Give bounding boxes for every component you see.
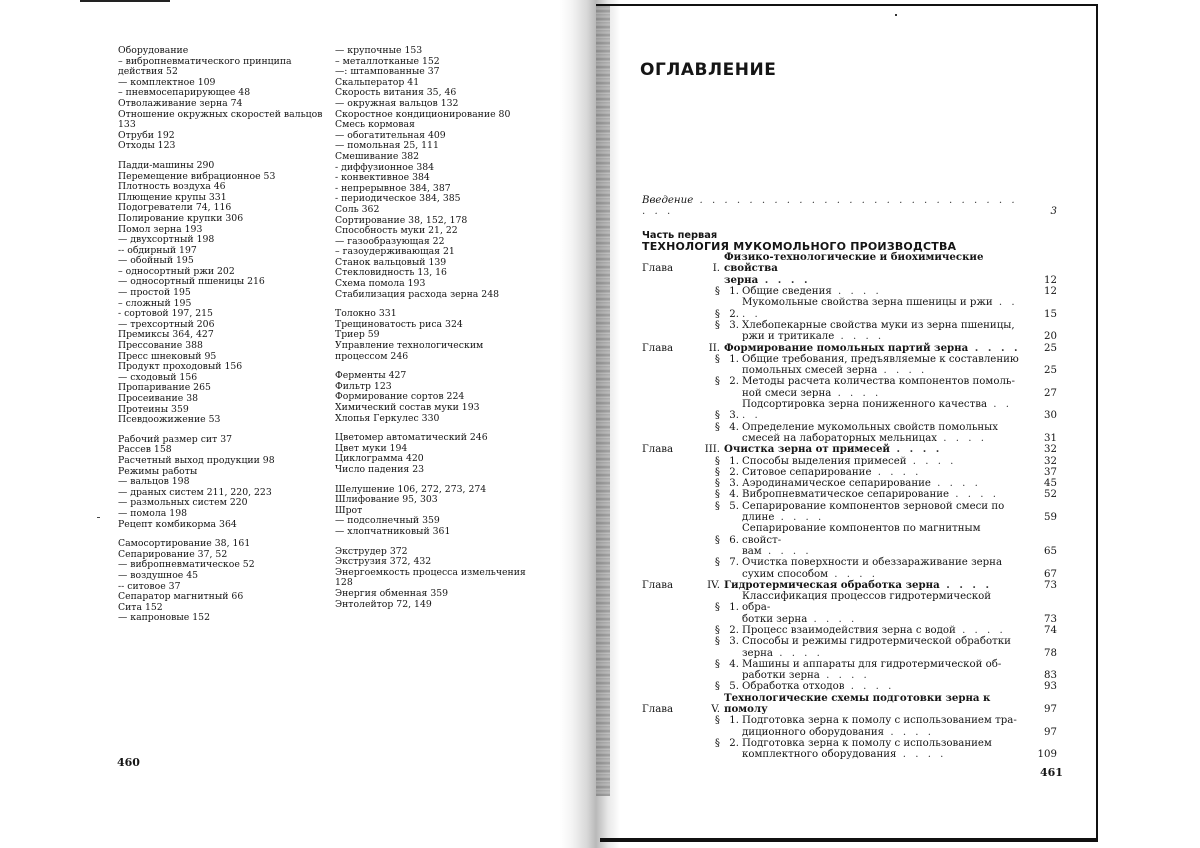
toc-section-mark: § bbox=[714, 308, 720, 320]
index-entry: Шелушение 106, 272, 273, 274 bbox=[335, 483, 487, 495]
toc-section-mark: § bbox=[714, 658, 720, 670]
index-entry: — газообразующая 22 bbox=[335, 235, 445, 247]
toc-intro-page: 3 bbox=[1050, 206, 1057, 218]
toc-entry-text: Очистка зерна от примесей . . . . bbox=[724, 443, 943, 456]
toc-page-number: 97 bbox=[1044, 704, 1057, 716]
toc-leader-dots: . . . . bbox=[939, 578, 993, 591]
toc-chapter-row bbox=[642, 693, 1057, 716]
toc-page-number: 25 bbox=[1044, 342, 1057, 354]
toc-section-row bbox=[642, 489, 1057, 500]
index-entry: Стекловидность 13, 16 bbox=[335, 267, 447, 279]
index-entry: Соль 362 bbox=[335, 203, 380, 215]
toc-leader-dots: . . . . bbox=[828, 568, 878, 580]
toc-section-row bbox=[642, 636, 1057, 647]
toc-section-number: 5. bbox=[729, 681, 739, 693]
index-entry: Хлопья Геркулес 330 bbox=[335, 412, 440, 424]
index-entry: Скальператор 41 bbox=[335, 76, 420, 88]
toc-section-mark: II. bbox=[708, 342, 720, 354]
toc-section-mark: § bbox=[714, 421, 720, 433]
toc-section-row bbox=[642, 478, 1057, 489]
index-entry: Ферменты 427 bbox=[335, 370, 407, 382]
right-page-border-side bbox=[1096, 4, 1098, 842]
toc-section-row bbox=[642, 670, 1057, 681]
toc-section-row bbox=[642, 523, 1057, 546]
toc-entry-text: Мукомольные свойства зерна пшеницы и ржи . . . . bbox=[742, 297, 1018, 320]
toc-section-mark: § bbox=[714, 737, 720, 749]
part-label: Часть первая bbox=[642, 229, 718, 241]
index-entry: Подогреватели 74, 116 bbox=[118, 202, 232, 214]
index-entry: Энтолейтор 72, 149 bbox=[335, 598, 432, 610]
toc-entry-text: Классификация процессов гидротермической обра- bbox=[742, 591, 992, 614]
toc-section-row bbox=[642, 297, 1057, 320]
toc-entry-text: Способы выделения примесей . . . . bbox=[742, 455, 957, 467]
toc-page-number: 45 bbox=[1044, 478, 1057, 490]
index-entry: Триер 59 bbox=[335, 329, 380, 341]
index-entry: Химический состав муки 193 bbox=[335, 402, 480, 413]
toc-section-number: 4. bbox=[729, 489, 739, 501]
toc-section-number: 1. bbox=[729, 353, 739, 365]
toc-page-number: 12 bbox=[1044, 274, 1057, 286]
right-page-border-top bbox=[596, 4, 1098, 6]
index-entry: — драных систем 211, 220, 223 bbox=[118, 486, 272, 498]
toc-section-mark: I. bbox=[712, 263, 720, 275]
toc-leader-dots: . . . . bbox=[968, 341, 1021, 354]
toc-entry-text: Сепарирование компонентов по магнитным свойст- bbox=[742, 523, 981, 546]
toc-entry-text: Хлебопекарные свойства муки из зерна пшеницы, bbox=[742, 319, 1015, 331]
toc-section-row bbox=[642, 591, 1057, 614]
index-entry: Шрот bbox=[335, 504, 363, 516]
index-entry: – газоудерживающая 21 bbox=[335, 246, 455, 258]
toc-section-number: 2. bbox=[729, 376, 739, 388]
index-entry: Прессование 388 bbox=[118, 340, 203, 352]
toc-section-number: 3. bbox=[729, 410, 739, 422]
index-entry: Стабилизация расхода зерна 248 bbox=[335, 288, 500, 300]
index-entry: Смесь кормовая bbox=[335, 119, 415, 131]
index-entry: Схема помола 193 bbox=[335, 278, 426, 290]
toc-entry-text: сухим способом . . . . bbox=[742, 568, 878, 580]
toc-title: ОГЛАВЛЕНИЕ bbox=[640, 60, 777, 80]
toc-section-mark: V. bbox=[711, 704, 720, 716]
toc-section-mark: III. bbox=[704, 444, 720, 456]
index-entry: Протеины 359 bbox=[118, 403, 189, 415]
toc-section-number: 3. bbox=[729, 478, 739, 490]
toc-page-number: 32 bbox=[1044, 444, 1057, 456]
toc-entry-text: Методы расчета количества компонентов помоль- bbox=[742, 376, 1015, 388]
toc-section-number: 3. bbox=[729, 636, 739, 648]
index-entry: Премиксы 364, 427 bbox=[118, 329, 214, 341]
toc-leader-dots: . . . . bbox=[844, 681, 895, 693]
toc-page-number: 25 bbox=[1044, 365, 1057, 377]
index-entry: – пневмосепарирующее 48 bbox=[118, 87, 251, 99]
index-entry: Фильтр 123 bbox=[335, 380, 392, 392]
toc-label: Глава bbox=[642, 704, 674, 716]
toc-leader-dots: . . . . bbox=[831, 387, 882, 399]
toc-entry-text: Подсортировка зерна пониженного качества . . . . bbox=[742, 399, 1013, 422]
toc-entry-text: Ситовое сепарирование . . . . bbox=[742, 466, 922, 478]
toc-page-number: 97 bbox=[1044, 726, 1057, 738]
toc-entry-text: работки зерна . . . . bbox=[742, 670, 870, 682]
toc-leader-dots: . . . . bbox=[955, 624, 1006, 636]
index-entry: Оборудование bbox=[118, 45, 189, 56]
index-entry: Цвет муки 194 bbox=[335, 442, 408, 454]
toc-entry-text: ботки зерна . . . . bbox=[742, 613, 858, 625]
toc-chapter-row bbox=[642, 343, 1057, 354]
toc-label: Глава bbox=[642, 579, 674, 591]
toc-page-number: 78 bbox=[1044, 647, 1057, 659]
toc-intro-row bbox=[642, 195, 1057, 218]
index-entry: -- обдирный 197 bbox=[118, 244, 197, 256]
left-page-number: 460 bbox=[117, 756, 140, 769]
index-entry: Пропаривание 265 bbox=[118, 382, 211, 394]
index-entry: Рассев 158 bbox=[118, 444, 172, 456]
toc-section-number: 3. bbox=[729, 319, 739, 331]
toc-entry-text: Гидротермическая обработка зерна . . . . bbox=[724, 578, 993, 591]
toc-entry-text: Физико-технологические и биохимические свойства bbox=[724, 251, 984, 275]
toc-page-number: 15 bbox=[1044, 308, 1057, 320]
toc-section-mark: § bbox=[714, 500, 720, 512]
index-entry: Помол зерна 193 bbox=[118, 223, 203, 235]
index-entry: — крупочные 153 bbox=[335, 45, 423, 56]
toc-leader-dots: . . . . bbox=[930, 478, 981, 490]
toc-leader-dots: . . . . bbox=[906, 455, 957, 467]
toc-page-number: 37 bbox=[1044, 466, 1057, 478]
toc-section-mark: IV. bbox=[707, 579, 720, 591]
index-entry: - конвективное 384 bbox=[335, 172, 430, 184]
toc-leader-dots: . . . . bbox=[831, 286, 882, 298]
index-entry: Шлифование 95, 303 bbox=[335, 494, 438, 506]
toc-entry-text: Способы и режимы гидротермической обработки bbox=[742, 636, 1011, 648]
book-gutter bbox=[560, 0, 620, 848]
toc-section-mark: § bbox=[714, 319, 720, 331]
index-entry: — простой 195 bbox=[118, 287, 191, 299]
toc-section-row bbox=[642, 546, 1057, 557]
index-entry: Толокно 331 bbox=[335, 308, 397, 320]
toc-leader-dots: . . . . bbox=[877, 365, 928, 377]
index-entry: — трехсортный 206 bbox=[118, 318, 215, 330]
toc-section-row bbox=[642, 320, 1057, 331]
toc-entry-text: Общие сведения . . . . bbox=[742, 286, 882, 298]
toc-entry-text: длине . . . . bbox=[742, 512, 825, 524]
right-page-border-bottom bbox=[600, 838, 1098, 842]
toc-section-row bbox=[642, 501, 1057, 512]
index-entry: Отволаживание зерна 74 bbox=[118, 97, 243, 109]
toc-page-number: 65 bbox=[1044, 545, 1057, 557]
toc-section-row bbox=[642, 749, 1057, 760]
index-entry: - диффузионное 384 bbox=[335, 161, 435, 173]
toc-entry-text: диционного оборудования . . . . bbox=[742, 726, 935, 738]
toc-section-row bbox=[642, 738, 1057, 749]
toc-page-number: 83 bbox=[1044, 670, 1057, 682]
toc-page-number: 59 bbox=[1044, 512, 1057, 524]
index-entry: Формирование сортов 224 bbox=[335, 391, 465, 403]
toc-page-number: 27 bbox=[1044, 387, 1057, 399]
speck bbox=[97, 517, 100, 518]
toc-leader-dots: . . . . bbox=[761, 545, 812, 557]
toc-section-mark: § bbox=[714, 466, 720, 478]
toc-entry-text: комплектного оборудования . . . . bbox=[742, 749, 947, 761]
toc-section-number: 1. bbox=[729, 455, 739, 467]
index-entry: – вибропневматического принципа действия 52 bbox=[118, 55, 292, 78]
index-entry: Плющение крупы 331 bbox=[118, 191, 227, 203]
index-entry: Сортирование 38, 152, 178 bbox=[335, 214, 468, 226]
speck bbox=[895, 14, 897, 16]
index-entry: Падди-машины 290 bbox=[118, 159, 215, 171]
toc-entries bbox=[642, 252, 1057, 760]
toc-page-number: 30 bbox=[1044, 410, 1057, 422]
toc-label: Глава bbox=[642, 263, 674, 275]
toc-section-number: 2. bbox=[729, 466, 739, 478]
toc-leader-dots: . . . . bbox=[774, 512, 825, 524]
index-entry: - непрерывное 384, 387 bbox=[335, 182, 451, 194]
index-entry: — односортный пшеницы 216 bbox=[118, 276, 265, 288]
toc-entry-text: ржи и тритикале . . . . bbox=[742, 331, 885, 343]
index-entry: Цветомер автоматический 246 bbox=[335, 432, 488, 444]
toc-section-row bbox=[642, 659, 1057, 670]
toc-section-number: 4. bbox=[729, 658, 739, 670]
toc-section-row bbox=[642, 388, 1057, 399]
toc-entry-text: Формирование помольных партий зерна . . . . bbox=[724, 341, 1021, 354]
index-entry: - сортовой 197, 215 bbox=[118, 308, 213, 320]
toc-entry-text: помольных смесей зерна . . . . bbox=[742, 365, 928, 377]
toc-intro-text: Введение . . . . . . . . . . . . . . . . . . . . . . . . . . . . . bbox=[642, 195, 1018, 218]
toc-section-mark: § bbox=[714, 353, 720, 365]
toc-section-row bbox=[642, 614, 1057, 625]
index-entry: Перемещение вибрационное 53 bbox=[118, 170, 276, 182]
toc-page-number: 12 bbox=[1044, 286, 1057, 298]
index-entry: Рабочий размер сит 37 bbox=[118, 433, 233, 445]
index-entry: Режимы работы bbox=[118, 465, 198, 477]
toc-label: Глава bbox=[642, 342, 674, 354]
toc-section-mark: § bbox=[714, 534, 720, 546]
page-edge-shadow bbox=[596, 6, 610, 796]
index-entry: Смешивание 382 bbox=[335, 150, 420, 162]
toc-page-number: 93 bbox=[1044, 681, 1057, 693]
toc-section-mark: § bbox=[714, 286, 720, 298]
toc-entry-text: Сепарирование компонентов зерновой смеси по bbox=[742, 500, 1005, 512]
index-column-1 bbox=[118, 46, 323, 624]
index-entry: — окружная вальцов 132 bbox=[335, 97, 459, 109]
toc-section-row bbox=[642, 727, 1057, 738]
toc-chapter-row bbox=[642, 444, 1057, 455]
toc-entry-text: смесей на лабораторных мельницах . . . . bbox=[742, 432, 987, 444]
toc-section-row bbox=[642, 365, 1057, 376]
toc-page-number: 20 bbox=[1044, 331, 1057, 343]
toc-leader-dots: . . . . bbox=[949, 489, 999, 501]
toc-entry-text: зерна . . . . bbox=[742, 647, 823, 659]
index-entry: Расчетный выход продукции 98 bbox=[118, 454, 275, 466]
index-entry: -- ситовое 37 bbox=[118, 580, 181, 592]
toc-entry-text: Обработка отходов . . . . bbox=[742, 681, 895, 693]
toc-section-number: 1. bbox=[729, 715, 739, 727]
toc-leader-dots: . . . . bbox=[896, 749, 947, 761]
toc-chapter-row bbox=[642, 275, 1057, 286]
index-entry: — обогатительная 409 bbox=[335, 129, 446, 141]
toc-page-number: 73 bbox=[1044, 613, 1057, 625]
toc-section-mark: § bbox=[714, 455, 720, 467]
index-entry: — вальцов 198 bbox=[118, 476, 190, 488]
index-entry: Плотность воздуха 46 bbox=[118, 181, 226, 193]
toc-section-row bbox=[642, 376, 1057, 387]
index-entry: Экструзия 372, 432 bbox=[335, 556, 432, 568]
toc-leader-dots: . . . . bbox=[937, 432, 987, 444]
toc-leader-dots: . . . . bbox=[889, 443, 943, 456]
index-entry: Просеивание 38 bbox=[118, 393, 199, 404]
toc-entry-text: Подготовка зерна к помолу с использованием тра- bbox=[742, 715, 1017, 727]
toc-page-number: 74 bbox=[1044, 624, 1057, 636]
index-entry: Экструдер 372 bbox=[335, 545, 408, 557]
index-entry: Псевдоожижение 53 bbox=[118, 414, 221, 426]
index-entry: —: штампованные 37 bbox=[335, 66, 440, 78]
index-entry: Сепарирование 37, 52 bbox=[118, 548, 228, 560]
toc-page-number: 67 bbox=[1044, 568, 1057, 580]
toc-section-row bbox=[642, 467, 1057, 478]
index-entry: — двухсортный 198 bbox=[118, 234, 215, 246]
toc-leader-dots: . . . . bbox=[871, 466, 922, 478]
toc-entry-text: зерна . . . . bbox=[724, 273, 811, 286]
toc-section-number: 1. bbox=[729, 602, 739, 614]
toc-section-number: 2. bbox=[729, 624, 739, 636]
toc-section-number: 2. bbox=[729, 308, 739, 320]
index-entry: — капроновые 152 bbox=[118, 612, 210, 624]
index-entry: – металлотканые 152 bbox=[335, 55, 440, 67]
index-column-2 bbox=[335, 46, 535, 610]
toc-entry-text: Общие требования, предъявляемые к составлению bbox=[742, 353, 1019, 365]
toc-section-row bbox=[642, 456, 1057, 467]
toc-section-row bbox=[642, 512, 1057, 523]
toc-page-number: 52 bbox=[1044, 489, 1057, 501]
index-entry: — помольная 25, 111 bbox=[335, 140, 439, 152]
toc-section-row bbox=[642, 286, 1057, 297]
toc-entry-text: Процесс взаимодействия зерна с водой . . . . bbox=[742, 624, 1006, 636]
index-entry: — воздушное 45 bbox=[118, 569, 199, 581]
toc-entry-text: Аэродинамическое сепарирование . . . . bbox=[742, 478, 981, 490]
toc-section-number: 5. bbox=[729, 500, 739, 512]
toc-section-row bbox=[642, 422, 1057, 433]
index-entry: Трещиноватость риса 324 bbox=[335, 318, 463, 330]
index-entry: — комплектное 109 bbox=[118, 76, 216, 88]
toc-section-mark: § bbox=[714, 376, 720, 388]
toc-entry-text: Вибропневматическое сепарирование . . . . bbox=[742, 489, 999, 501]
toc-chapter-row bbox=[642, 580, 1057, 591]
index-entry: Отруби 192 bbox=[118, 129, 175, 141]
toc-section-mark: § bbox=[714, 636, 720, 648]
toc-leader-dots: . . . . bbox=[742, 399, 1013, 422]
index-entry: – сложный 195 bbox=[118, 297, 192, 309]
toc-leader-dots: . . . . bbox=[742, 297, 1018, 320]
index-entry: Сепаратор магнитный 66 bbox=[118, 591, 244, 603]
toc-entry-text: Определение мукомольных свойств помольных bbox=[742, 421, 999, 433]
toc-entry-text: Технологические схемы подготовки зерна к помолу bbox=[724, 691, 991, 716]
index-entry: Циклограмма 420 bbox=[335, 453, 424, 465]
index-entry: Способность муки 21, 22 bbox=[335, 225, 458, 237]
part-title: ТЕХНОЛОГИЯ МУКОМОЛЬНОГО ПРОИЗВОДСТВА bbox=[642, 239, 957, 253]
toc-page-number: 73 bbox=[1044, 579, 1057, 591]
index-entry: — вибропневматическое 52 bbox=[118, 559, 255, 571]
toc-section-mark: § bbox=[714, 681, 720, 693]
toc-leader-dots: . . . . bbox=[884, 726, 935, 738]
toc-section-row bbox=[642, 715, 1057, 726]
toc-page-number: 32 bbox=[1044, 455, 1057, 467]
toc-section-mark: § bbox=[714, 624, 720, 636]
index-entry: Рецепт комбикорма 364 bbox=[118, 518, 237, 530]
index-entry: Сита 152 bbox=[118, 601, 163, 613]
toc-section-number: 4. bbox=[729, 421, 739, 433]
toc-section-number: 6. bbox=[729, 534, 739, 546]
index-entry: — хлопчатниковый 361 bbox=[335, 525, 451, 537]
index-entry: — обойный 195 bbox=[118, 255, 194, 267]
toc-section-row bbox=[642, 399, 1057, 422]
index-entry: Скорость витания 35, 46 bbox=[335, 87, 457, 99]
toc-label: Глава bbox=[642, 444, 674, 456]
index-entry: Самосортирование 38, 161 bbox=[118, 538, 251, 550]
toc-chapter-row bbox=[642, 252, 1057, 275]
index-entry: - периодическое 384, 385 bbox=[335, 193, 461, 205]
index-entry: Управление технологическим процессом 246 bbox=[335, 340, 484, 362]
toc-page-number: 109 bbox=[1037, 749, 1057, 761]
index-entry: — подсолнечный 359 bbox=[335, 515, 440, 527]
toc-leader-dots: . . . . bbox=[758, 273, 811, 286]
toc-leader-dots: . . . . bbox=[834, 331, 885, 343]
toc-section-mark: § bbox=[714, 478, 720, 490]
toc-entry-text: Подготовка зерна к помолу с использованием bbox=[742, 737, 992, 749]
toc-section-mark: § bbox=[714, 557, 720, 569]
index-entry: Отходы 123 bbox=[118, 140, 176, 152]
toc-page-number: 31 bbox=[1044, 432, 1057, 444]
index-entry: Энергия обменная 359 bbox=[335, 587, 449, 599]
toc-section-number: 1. bbox=[729, 286, 739, 298]
index-entry: — помола 198 bbox=[118, 507, 188, 519]
table-of-contents bbox=[642, 195, 1057, 761]
index-entry: Пресс шнековый 95 bbox=[118, 350, 217, 362]
index-entry: Скоростное кондиционирование 80 bbox=[335, 108, 511, 120]
toc-section-row bbox=[642, 557, 1057, 568]
index-entry: Станок вальцовый 139 bbox=[335, 256, 447, 268]
index-entry: Число падения 23 bbox=[335, 463, 425, 475]
index-entry: Продукт проходовый 156 bbox=[118, 361, 243, 373]
toc-entry-text: ной смеси зерна . . . . bbox=[742, 387, 882, 399]
toc-section-mark: § bbox=[714, 489, 720, 501]
toc-section-mark: § bbox=[714, 410, 720, 422]
right-page-number: 461 bbox=[1040, 766, 1063, 779]
toc-section-row bbox=[642, 354, 1057, 365]
toc-entry-text: Очистка поверхности и обеззараживание зерна bbox=[742, 557, 1003, 569]
toc-leader-dots: . . . . bbox=[819, 670, 870, 682]
index-entry: Энергоемкость процесса измельчения 128 bbox=[335, 566, 526, 589]
toc-section-number: 2. bbox=[729, 737, 739, 749]
toc-entry-text: Машины и аппараты для гидротермической об- bbox=[742, 658, 1002, 670]
index-entry: — размольных систем 220 bbox=[118, 497, 248, 509]
index-entry: Отношение окружных скоростей вальцов 133 bbox=[118, 108, 323, 131]
toc-leader-dots: . . . . bbox=[772, 647, 823, 659]
toc-section-number: 7. bbox=[729, 557, 739, 569]
toc-entry-text: вам . . . . bbox=[742, 545, 812, 557]
index-entry: Полирование крупки 306 bbox=[118, 212, 244, 224]
index-entry: — сходовый 156 bbox=[118, 371, 198, 383]
toc-leader-dots: . . . . bbox=[807, 613, 858, 625]
toc-section-mark: § bbox=[714, 602, 720, 614]
toc-section-row bbox=[642, 648, 1057, 659]
toc-section-mark: § bbox=[714, 715, 720, 727]
toc-section-row bbox=[642, 625, 1057, 636]
top-edge-line bbox=[80, 0, 170, 2]
index-entry: – односортный ржи 202 bbox=[118, 265, 235, 277]
